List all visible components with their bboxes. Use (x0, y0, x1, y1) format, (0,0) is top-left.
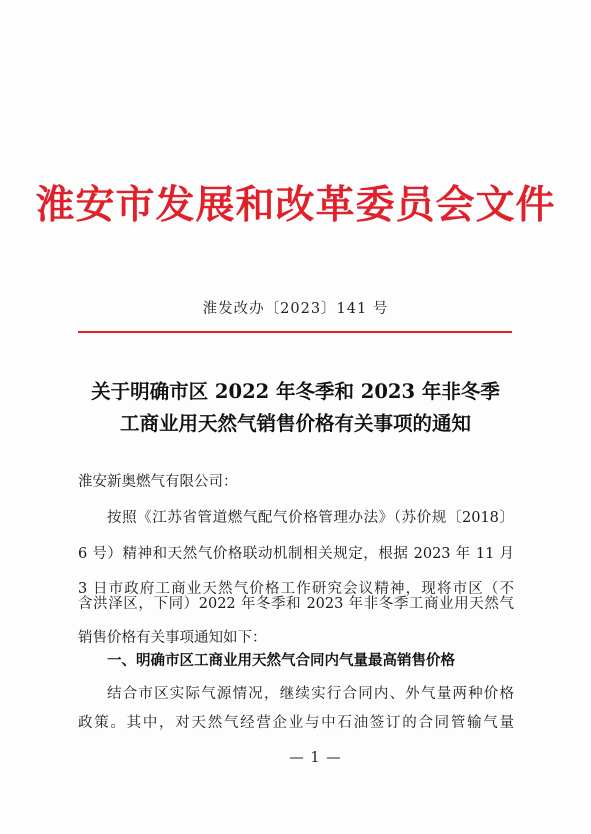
salutation: 淮安新奥燃气有限公司： (78, 474, 238, 490)
paragraph-1-line: 含洪泽区，下同）2022 年冬季和 2023 年非冬季工商业用天然气 (78, 596, 514, 612)
paragraph-1-line: 按照《江苏省管道燃气配气价格管理办法》（苏价规〔2018〕 (107, 510, 514, 526)
paragraph-1-line: 6 号）精神和天然气价格联动机制相关规定，根据 2023 年 11 月 (78, 546, 514, 562)
document-number: 淮发改办〔2023〕141 号 (202, 301, 389, 317)
paragraph-1-line: 3 日市政府工商业天然气价格工作研究会议精神，现将市区（不 (78, 581, 514, 597)
paragraph-1-line: 销售价格有关事项通知如下： (78, 630, 267, 646)
notice-title-line-1: 关于明确市区 2022 年冬季和 2023 年非冬季 (91, 380, 500, 403)
page-number (0, 748, 591, 768)
page-number-text: — 1 — (289, 750, 342, 766)
paragraph-2-line: 结合市区实际气源情况，继续实行合同内、外气量两种价格 (107, 686, 514, 702)
red-separator-rule (78, 331, 512, 333)
issuing-authority-header: 淮安市发展和改革委员会文件 (35, 182, 556, 228)
paragraph-2-line: 政策。其中，对天然气经营企业与中石油签订的合同管输气量 (78, 715, 514, 731)
section-1-heading: 一、明确市区工商业用天然气合同内气量最高销售价格 (107, 653, 455, 669)
notice-title-line-2: 工商业用天然气销售价格有关事项的通知 (119, 412, 471, 435)
